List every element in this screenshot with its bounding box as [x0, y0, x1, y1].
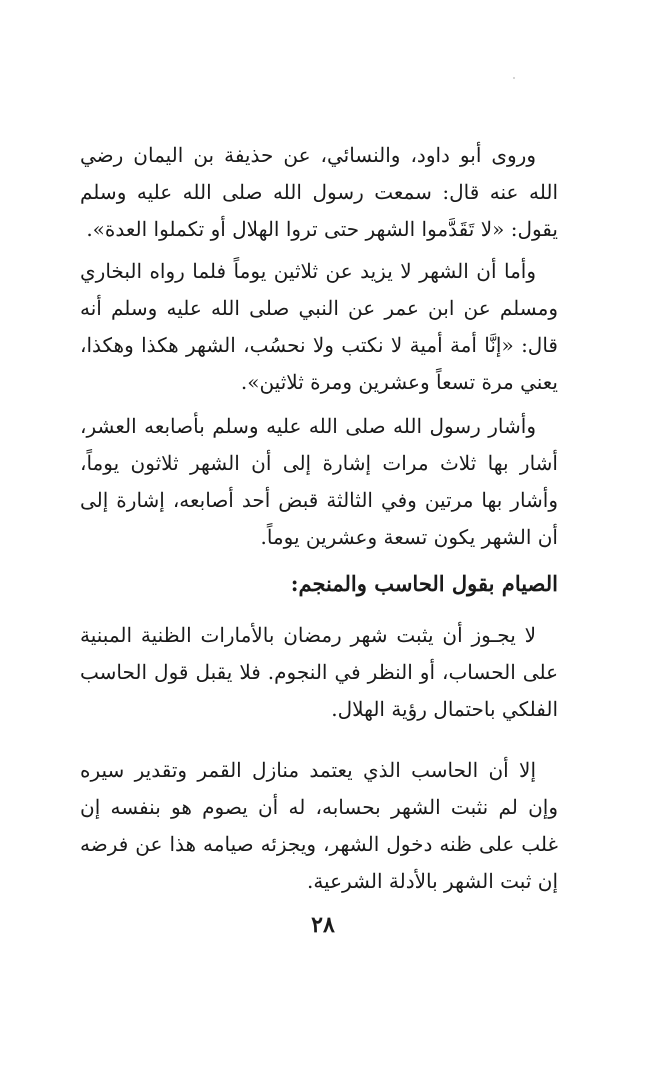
paragraph-calculator-exception — [80, 752, 558, 900]
text-line: على الحساب، أو النظر في النجوم. فلا يقبل قول الحاسب — [80, 660, 558, 684]
text-line: لا يجـوز أن يثبت شهر رمضان بالأمارات الظنية المبنية — [80, 623, 536, 647]
text-line: ومسلم عن ابن عمر عن النبي صلى الله عليه وسلم أنه قال: — [80, 296, 558, 357]
text-line: الله عنه قال: سمعت رسول الله صلى الله عليه وسلم يقول: — [80, 180, 558, 241]
text-line: الفلكي باحتمال رؤية الهلال. — [331, 697, 558, 721]
text-line: وإن لم نثبت الشهر بحسابه، له أن يصوم هو بنفسه إن غلب — [80, 795, 558, 856]
text-line: يكون تسعة وعشرين يوماً. — [260, 525, 476, 549]
section-heading: الصيام بقول الحاسب والمنجم: — [290, 571, 558, 596]
page-number: ٢٨ — [311, 912, 335, 938]
text-line: إلا أن الحاسب الذي يعتمد منازل القمر وتقدير سيره — [80, 758, 536, 782]
text-line: الشهر بالأدلة الشرعية. — [306, 869, 494, 893]
paragraph-month-thirty-days — [80, 253, 558, 401]
text-line: وروى أبو داود، والنسائي، عن حذيفة بن اليمان رضي — [80, 143, 536, 167]
paragraph-hadith-hudhayfa — [80, 137, 558, 248]
text-line: «إنَّا أمة أمية لا نكتب ولا نحسُب، الشهر هكذا وهكذا، يعني — [80, 333, 558, 394]
scan-speck — [513, 77, 515, 79]
text-line: بها مرتين وفي الثالثة قبض أحد أصابعه، إشارة إلى أن الشهر — [80, 488, 558, 549]
paragraph-calculation-not-accepted — [80, 617, 558, 728]
paragraph-finger-gesture — [80, 408, 558, 556]
text-line: وأما أن الشهر لا يزيد عن ثلاثين يوماً فلما رواه البخاري — [80, 259, 536, 283]
text-line: وأشار رسول الله صلى الله عليه وسلم بأصابعه العشر، — [80, 414, 536, 438]
text-line: أشار بها ثلاث مرات إشارة إلى أن الشهر ثلاثون يوماً، وأشار — [80, 451, 559, 512]
text-line: مرة تسعاً وعشرين ومرة ثلاثين». — [240, 370, 514, 394]
text-line: على ظنه دخول الشهر، ويجزئه صيامه هذا عن فرضه إن ثبت — [80, 832, 558, 893]
text-line: «لا تَقَدَّموا الشهر حتى تروا الهلال أو تكملوا العدة». — [86, 217, 505, 241]
